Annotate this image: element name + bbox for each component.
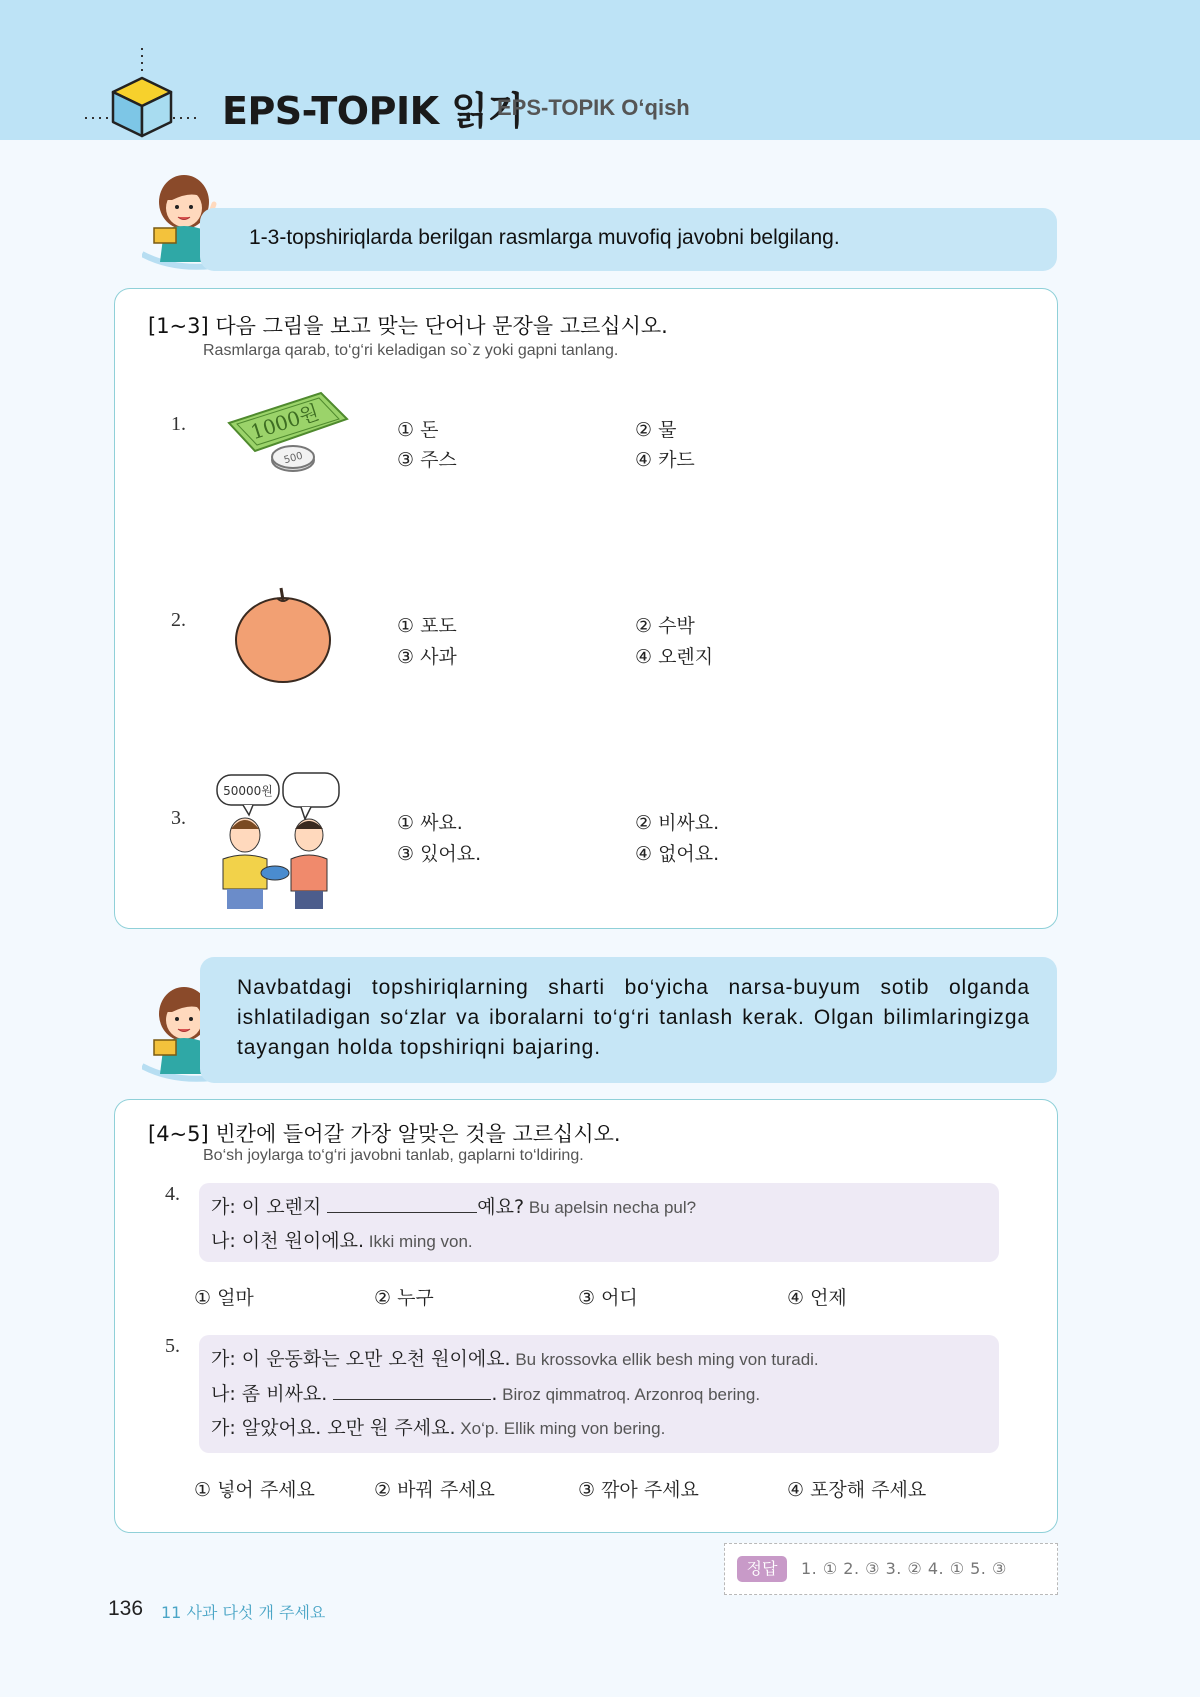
option-1[interactable]: ① 포도 — [397, 615, 457, 637]
question-number: 5. — [165, 1335, 180, 1357]
dialogue-line — [211, 1413, 665, 1440]
dialogue-uz: Ikki ming von. — [364, 1232, 473, 1251]
dialogue-uz: Bu apelsin necha pul? — [524, 1198, 697, 1217]
option-2[interactable]: ② 비싸요. — [635, 812, 720, 834]
instruction-bubble — [200, 957, 1057, 1083]
option-4[interactable]: ④ 오렌지 — [635, 646, 714, 668]
cube-icon — [85, 48, 200, 140]
answer-badge: 정답 — [737, 1556, 787, 1582]
option-2[interactable]: ② 수박 — [635, 615, 695, 637]
dialogue-uz: Xo‘p. Ellik ming von bering. — [455, 1419, 666, 1438]
bill-text: 1000원 — [247, 399, 322, 445]
option-1[interactable]: ① 얼마 — [194, 1287, 254, 1309]
question-heading-ko: [1~3] 다음 그림을 보고 맞는 단어나 문장을 고르십시오. — [148, 314, 668, 338]
question-number: 4. — [165, 1183, 180, 1205]
dialogue-uz: Biroz qimmatroq. Arzonroq bering. — [497, 1385, 761, 1404]
money-illustration — [225, 389, 350, 479]
question-heading-ko: [4~5] 빈칸에 들어갈 가장 알맞은 것을 고르십시오. — [148, 1122, 621, 1146]
instruction-text: Navbatdagi topshiriqlarning sharti bo‘yicha narsa-buyum sotib olganda ishlatiladigan so‘zlar va iboralarni to‘g‘ri tanlash kerak. Olgan bilimlaringizga tayangan holda topshiriqni bajaring. — [237, 976, 1030, 1059]
orange-illustration — [233, 584, 337, 684]
option-1[interactable]: ① 싸요. — [397, 812, 463, 834]
question-heading-uz: Bo‘sh joylarga to‘g‘ri javobni tanlab, gaplarni to‘ldiring. — [203, 1147, 584, 1164]
answer-list: 1. ① 2. ③ 3. ② 4. ① 5. ③ — [801, 1559, 1007, 1578]
answer-blank — [333, 1381, 491, 1400]
question-panel-1-3 — [114, 288, 1058, 929]
dialogue-box — [199, 1335, 999, 1453]
answer-key — [724, 1543, 1058, 1595]
option-2[interactable]: ② 물 — [635, 419, 677, 441]
option-3[interactable]: ③ 어디 — [578, 1287, 638, 1309]
dialogue-ko: 나: 좀 비싸요. — [211, 1383, 334, 1405]
question-number: 2. — [171, 609, 186, 631]
instruction-text: 1-3-topshiriqlarda berilgan rasmlarga muvofiq javobni belgilang. — [249, 226, 840, 249]
chapter-title: 11 사과 다섯 개 주세요 — [161, 1603, 326, 1622]
coin-text: 500 — [282, 450, 305, 467]
question-heading-uz: Rasmlarga qarab, to‘g‘ri keladigan so`z yoki gapni tanlang. — [203, 342, 619, 359]
dialogue-box — [199, 1183, 999, 1262]
option-4[interactable]: ④ 카드 — [635, 449, 695, 471]
header-band — [0, 0, 1200, 140]
page-title: EPS-TOPIK 읽기 — [222, 89, 524, 133]
option-3[interactable]: ③ 깎아 주세요 — [578, 1479, 699, 1501]
option-1[interactable]: ① 돈 — [397, 419, 439, 441]
dialogue-ko: 가: 이 운동화는 오만 오천 원이에요. — [211, 1348, 511, 1370]
dialogue-uz: Bu krossovka ellik besh ming von turadi. — [510, 1350, 819, 1369]
option-4[interactable]: ④ 없어요. — [635, 843, 720, 865]
dialogue-ko: 가: 알았어요. 오만 원 주세요. — [211, 1417, 456, 1439]
dialogue-ko: 나: 이천 원이에요. — [211, 1230, 364, 1252]
option-4[interactable]: ④ 언제 — [787, 1287, 847, 1309]
option-1[interactable]: ① 넣어 주세요 — [194, 1479, 315, 1501]
page-number: 136 — [108, 1597, 144, 1620]
option-3[interactable]: ③ 사과 — [397, 646, 457, 668]
option-2[interactable]: ② 바꿔 주세요 — [374, 1479, 495, 1501]
dialogue-line — [211, 1379, 760, 1406]
option-3[interactable]: ③ 주스 — [397, 449, 457, 471]
dialogue-ko: . — [491, 1383, 498, 1405]
dialogue-line — [211, 1226, 473, 1253]
price-bubble-text: 50000원 — [223, 784, 273, 798]
dialogue-ko: 가: 이 오렌지 — [211, 1196, 328, 1218]
option-3[interactable]: ③ 있어요. — [397, 843, 482, 865]
page-subtitle: EPS-TOPIK O‘qish — [497, 95, 690, 120]
instruction-bubble — [200, 208, 1057, 271]
question-number: 3. — [171, 807, 186, 829]
option-4[interactable]: ④ 포장해 주세요 — [787, 1479, 927, 1501]
dialogue-ko: 예요? — [477, 1196, 525, 1218]
option-2[interactable]: ② 누구 — [374, 1287, 434, 1309]
dialogue-line — [211, 1192, 696, 1219]
question-number: 1. — [171, 413, 186, 435]
shopping-illustration — [215, 771, 345, 911]
question-panel-4-5 — [114, 1099, 1058, 1533]
dialogue-line — [211, 1344, 819, 1371]
answer-blank — [327, 1194, 477, 1213]
